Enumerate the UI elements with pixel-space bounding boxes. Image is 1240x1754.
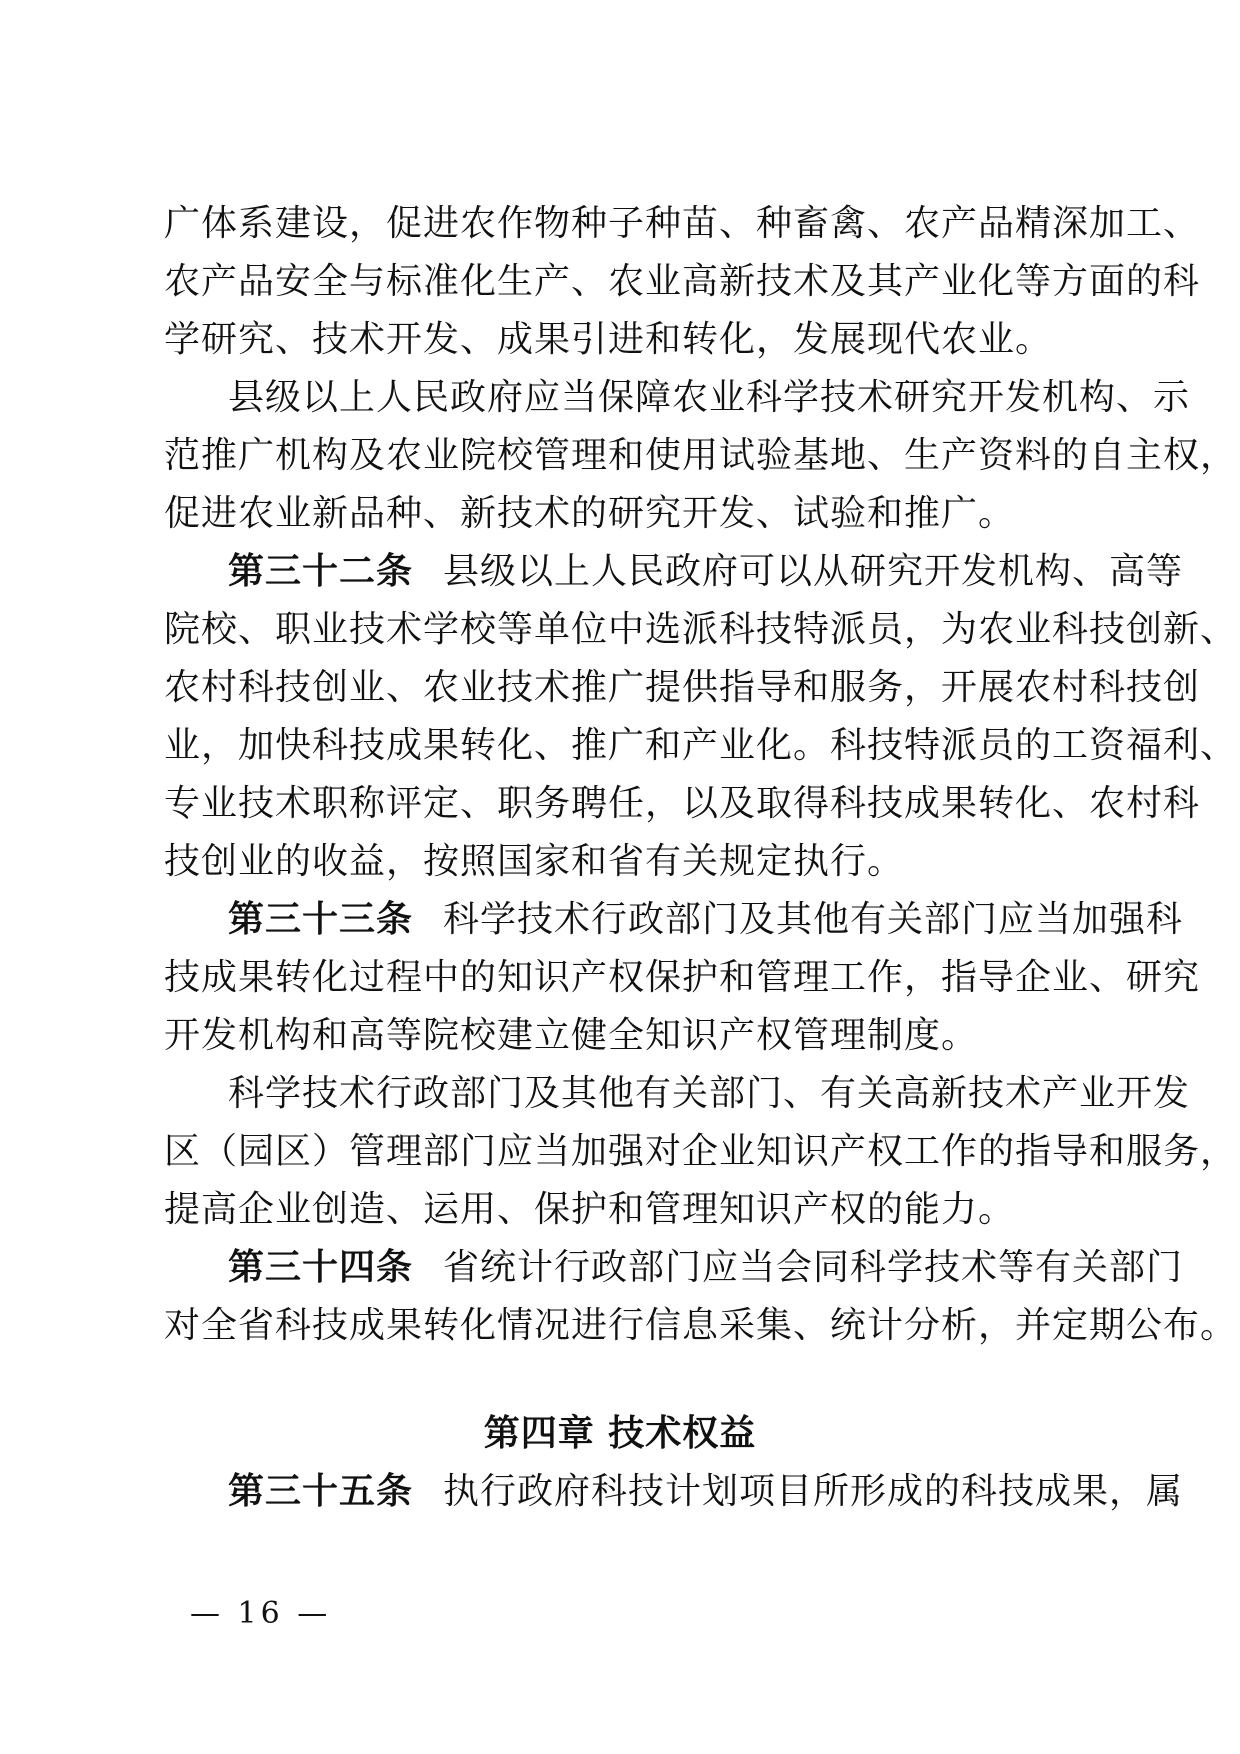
article-text: 科学技术行政部门及其他有关部门应当加强科 xyxy=(443,899,1184,940)
text-line: 业，加快科技成果转化、推广和产业化。科技特派员的工资福利、 xyxy=(164,725,1238,766)
text-line: 技创业的收益，按照国家和省有关规定执行。 xyxy=(164,841,905,882)
text-line: 技成果转化过程中的知识产权保护和管理工作，指导企业、研究 xyxy=(164,957,1201,998)
article-number: 第三十四条 xyxy=(228,1247,414,1288)
article-line xyxy=(228,548,1184,596)
page-number: — 16 — xyxy=(190,1596,332,1631)
text-line: 农村科技创业、农业技术推广提供指导和服务，开展农村科技创 xyxy=(164,667,1201,708)
article-number: 第三十三条 xyxy=(228,899,414,940)
text-line: 开发机构和高等院校建立健全知识产权管理制度。 xyxy=(164,1015,979,1056)
text-line: 学研究、技术开发、成果引进和转化，发展现代农业。 xyxy=(164,319,1053,360)
article-number: 第三十五条 xyxy=(228,1471,414,1512)
chapter-title: 第四章 技术权益 xyxy=(483,1413,757,1454)
text-line: 院校、职业技术学校等单位中选派科技特派员，为农业科技创新、 xyxy=(164,609,1238,650)
text-line: 专业技术职称评定、职务聘任，以及取得科技成果转化、农村科 xyxy=(164,783,1201,824)
text-line: 科学技术行政部门及其他有关部门、有关高新技术产业开发 xyxy=(228,1073,1191,1114)
text-line: 县级以上人民政府应当保障农业科学技术研究开发机构、示 xyxy=(228,377,1191,418)
text-line: 区（园区）管理部门应当加强对企业知识产权工作的指导和服务， xyxy=(164,1131,1238,1172)
text-line: 提高企业创造、运用、保护和管理知识产权的能力。 xyxy=(164,1189,1016,1230)
text-line: 促进农业新品种、新技术的研究开发、试验和推广。 xyxy=(164,493,1016,534)
article-text: 县级以上人民政府可以从研究开发机构、高等 xyxy=(443,551,1184,592)
text-line: 广体系建设，促进农作物种子种苗、种畜禽、农产品精深加工、 xyxy=(164,203,1201,244)
article-text: 执行政府科技计划项目所形成的科技成果，属 xyxy=(443,1471,1184,1512)
article-line xyxy=(228,1468,1184,1516)
article-line xyxy=(228,896,1184,944)
article-number: 第三十二条 xyxy=(228,551,414,592)
article-line xyxy=(228,1244,1184,1292)
text-line: 对全省科技成果转化情况进行信息采集、统计分析，并定期公布。 xyxy=(164,1305,1238,1346)
article-text: 省统计行政部门应当会同科学技术等有关部门 xyxy=(443,1247,1184,1288)
text-line: 范推广机构及农业院校管理和使用试验基地、生产资料的自主权， xyxy=(164,435,1238,476)
text-line: 农产品安全与标准化生产、农业高新技术及其产业化等方面的科 xyxy=(164,261,1201,302)
